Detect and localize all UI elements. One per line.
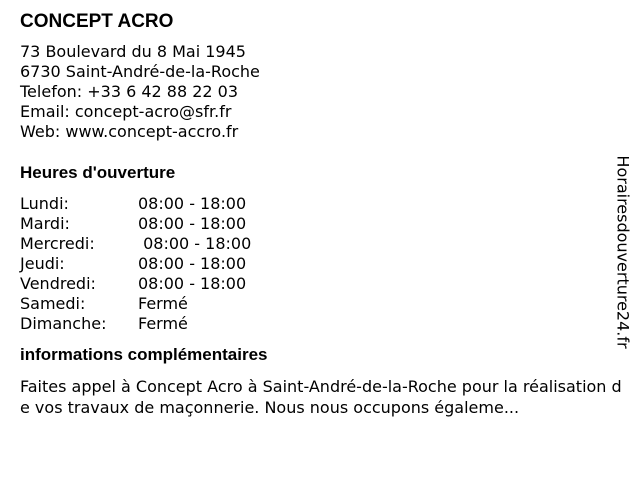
business-card — [20, 10, 622, 418]
day-hours: 08:00 - 18:00 — [138, 194, 247, 213]
hours-row-sunday — [20, 314, 610, 334]
phone-line: Telefon: +33 6 42 88 22 03 — [20, 82, 239, 101]
day-label: Dimanche: — [20, 314, 107, 333]
hours-row-tuesday — [20, 214, 610, 234]
day-label: Vendredi: — [20, 274, 96, 293]
day-hours: Fermé — [138, 314, 188, 333]
email-line: Email: concept-acro@sfr.fr — [20, 102, 232, 121]
site-watermark: Horairesdouverture24.fr — [613, 155, 633, 349]
hours-table — [20, 194, 610, 334]
day-hours: 08:00 - 18:00 — [138, 274, 247, 293]
contact-block — [20, 42, 610, 142]
day-hours: 08:00 - 18:00 — [138, 254, 247, 273]
hours-row-friday — [20, 274, 610, 294]
day-label: Samedi: — [20, 294, 86, 313]
info-description: Faites appel à Concept Acro à Saint-André-de-la-Roche pour la réalisation de vos travaux de maçonnerie. Nous nous occupons égaleme... — [20, 377, 622, 417]
address-city: 6730 Saint-André-de-la-Roche — [20, 62, 260, 81]
hours-row-monday — [20, 194, 610, 214]
day-hours: 08:00 - 18:00 — [138, 234, 252, 253]
address-street: 73 Boulevard du 8 Mai 1945 — [20, 42, 246, 61]
day-label: Mardi: — [20, 214, 70, 233]
hours-row-thursday — [20, 254, 610, 274]
info-heading: informations complémentaires — [20, 345, 268, 364]
hours-row-saturday — [20, 294, 610, 314]
hours-heading: Heures d'ouverture — [20, 163, 176, 182]
web-line: Web: www.concept-accro.fr — [20, 122, 239, 141]
business-name: CONCEPT ACRO — [20, 11, 174, 32]
day-label: Mercredi: — [20, 234, 95, 253]
day-label: Lundi: — [20, 194, 69, 213]
hours-row-wednesday — [20, 234, 610, 254]
day-hours: 08:00 - 18:00 — [138, 214, 247, 233]
day-label: Jeudi: — [20, 254, 65, 273]
day-hours: Fermé — [138, 294, 188, 313]
